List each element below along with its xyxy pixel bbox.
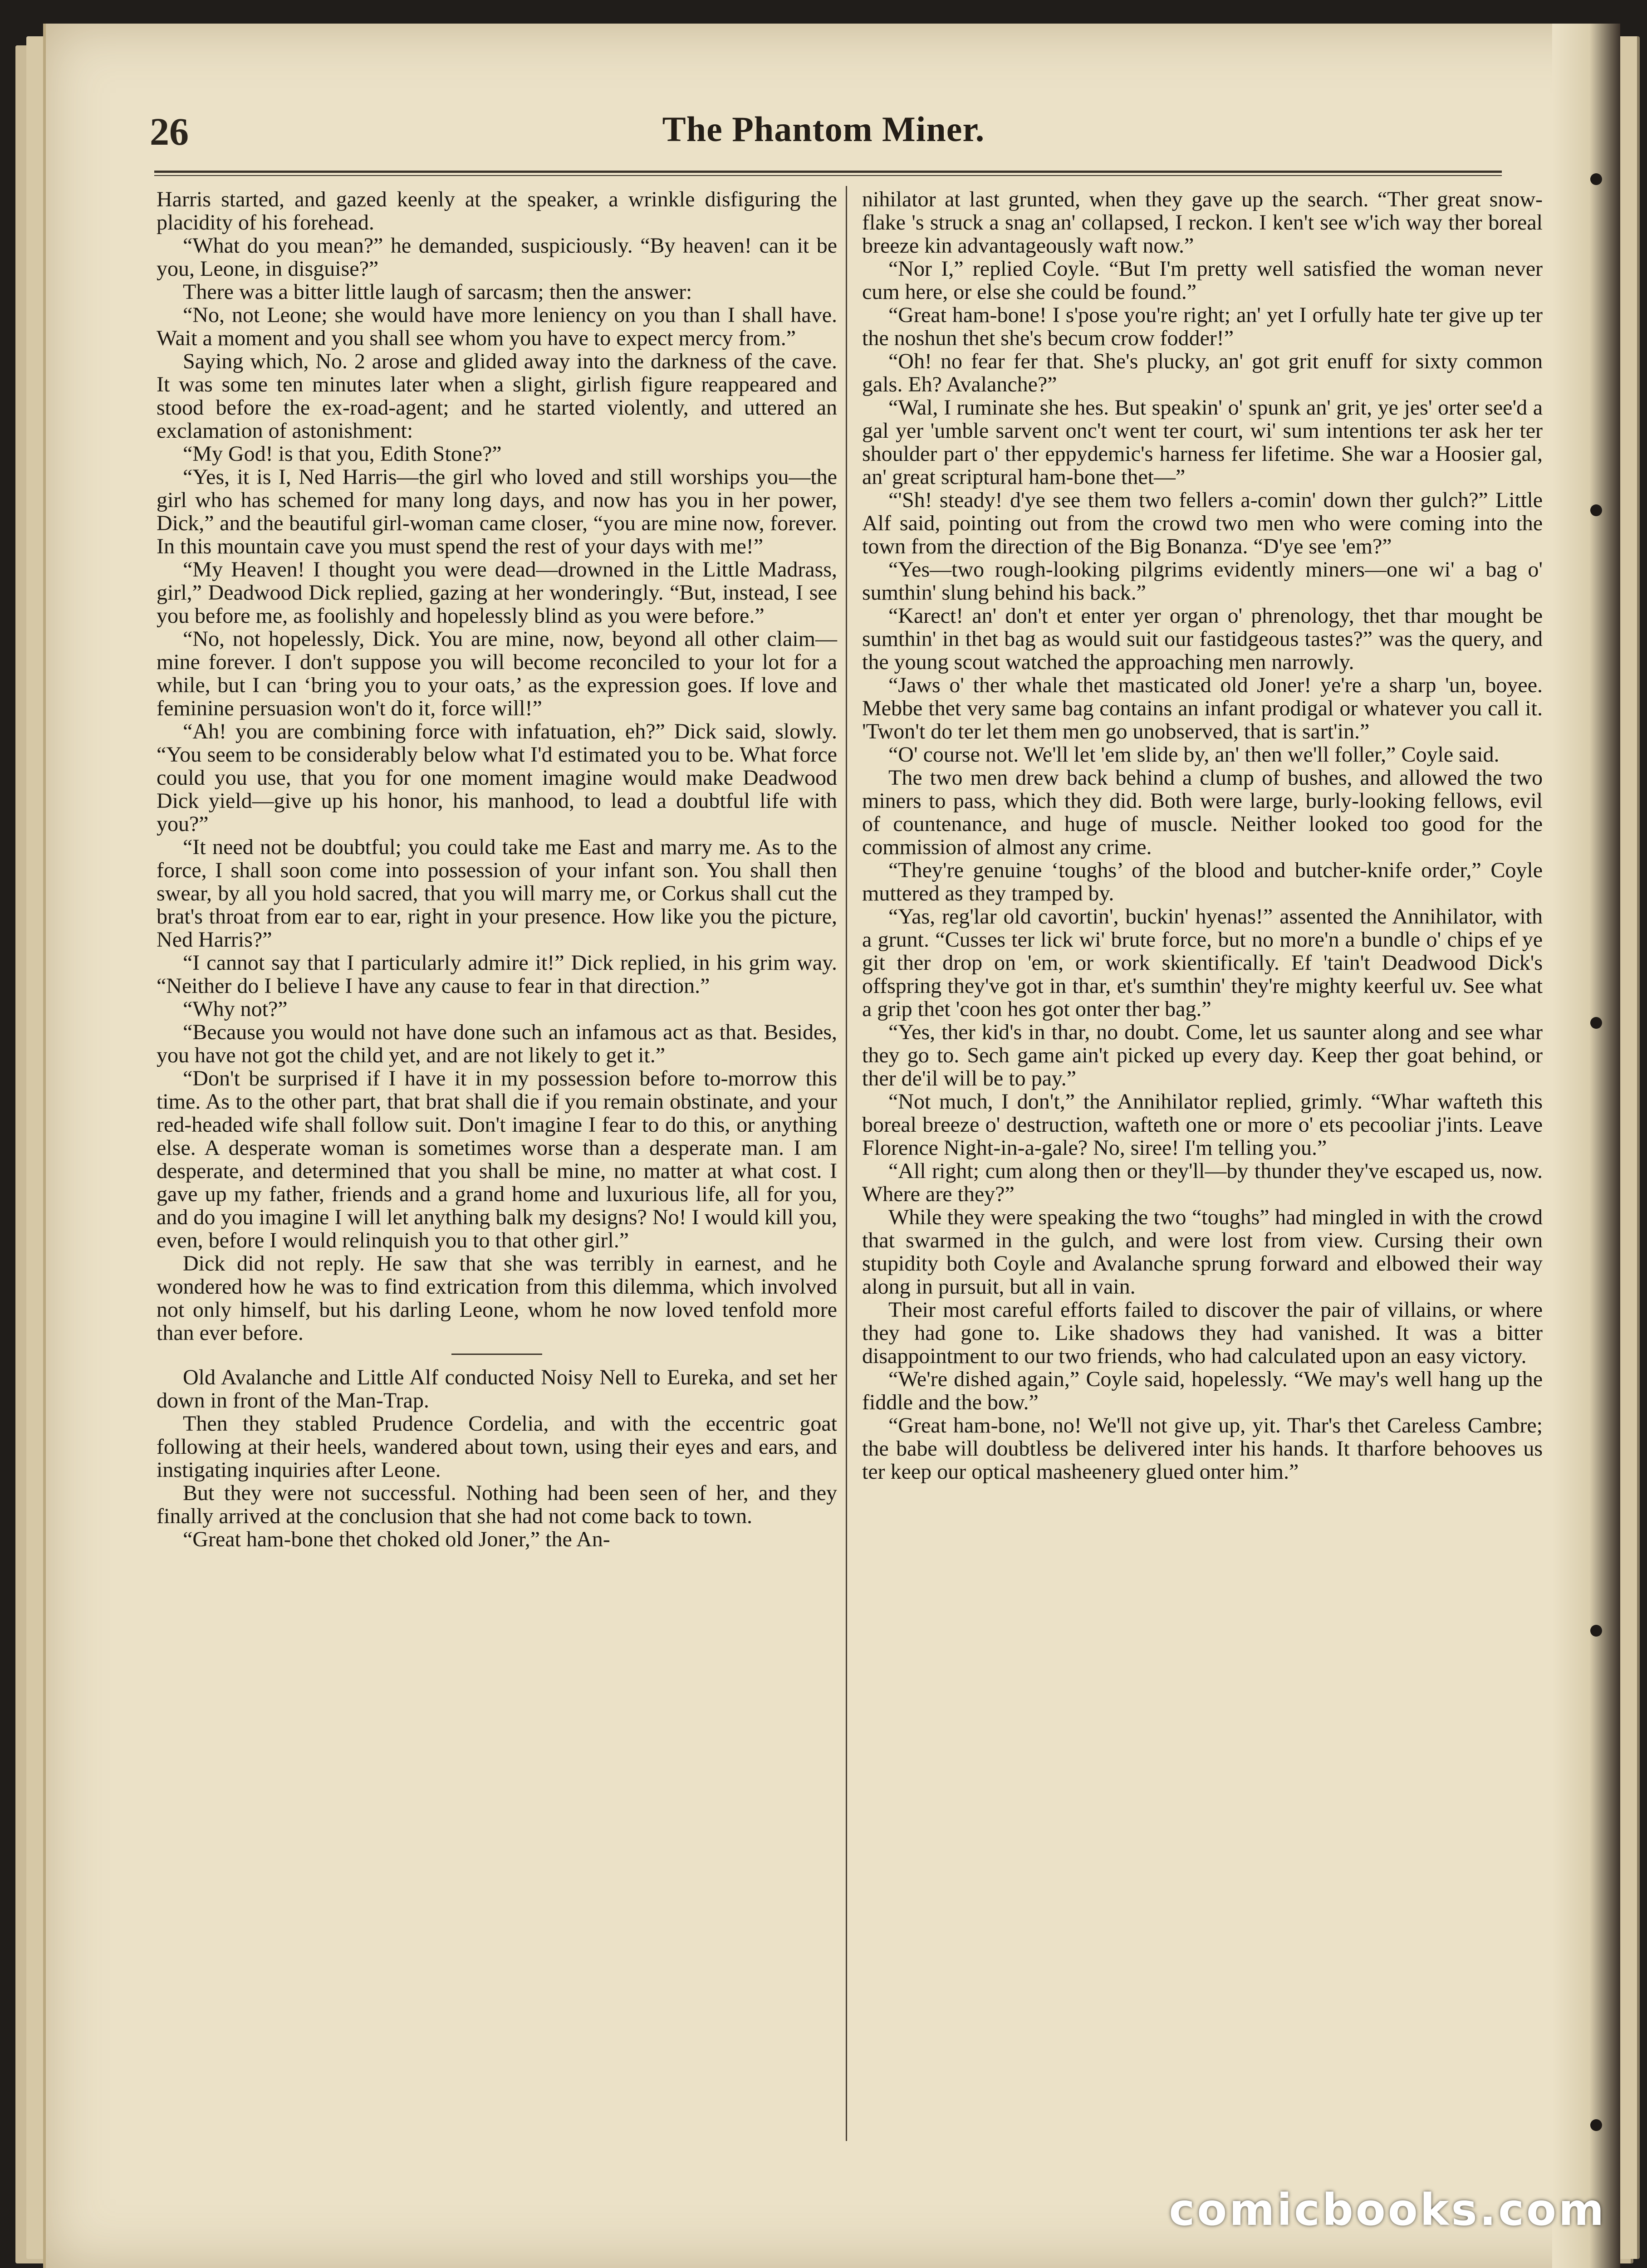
paragraph: “They're genuine ‘toughs’ of the blood and butcher-knife order,” Coyle muttered as they tramped by. [862, 858, 1543, 905]
binding-hole [1590, 1017, 1602, 1029]
paragraph: “Karect! an' don't et enter yer organ o' phrenology, thet thar mought be sumthin' in thet bag as would suit our fastidgeous tastes?” was the query, and the young scout watched the approaching men narrowly. [862, 604, 1543, 674]
header-rule [154, 171, 1502, 173]
paragraph: But they were not successful. Nothing had been seen of her, and they finally arrived at the conclusion that she had not come back to town. [157, 1481, 837, 1528]
paragraph: “Great ham-bone! I s'pose you're right; an' yet I orfully hate ter give up ter the noshun thet she's becum crow fodder!” [862, 303, 1543, 350]
binding-hole [1590, 504, 1602, 516]
paragraph: “We're dished again,” Coyle said, hopelessly. “We may's well hang up the fiddle and the bow.” [862, 1367, 1543, 1414]
paragraph: “Nor I,” replied Coyle. “But I'm pretty well satisfied the woman never cum here, or else she could be found.” [862, 257, 1543, 304]
paragraph: “'Sh! steady! d'ye see them two fellers a-comin' down ther gulch?” Little Alf said, pointing out from the crowd two men who were coming into the town from the direction of the Big Bonanza. “D'ye see 'em?” [862, 488, 1543, 558]
paragraph: nihilator at last grunted, when they gave up the search. “Ther great snow-flake 's struck a snag an' collapsed, I reckon. I ken't see w'ich way ther boreal breeze kin advantageously waft now.” [862, 187, 1543, 258]
running-header [150, 109, 1497, 163]
paragraph: Saying which, No. 2 arose and glided away into the darkness of the cave. It was some ten minutes later when a slight, girlish figure reappeared and stood before the ex-road-agent; and he started violently, and uttered an exclamation of astonishment: [157, 349, 837, 443]
paragraph: “Yes, it is I, Ned Harris—the girl who loved and still worships you—the girl who has schemed for many long days, and now has you in her power, Dick,” and the beautiful girl-woman came closer, “you are mine now, forever. In this mountain cave you must spend the rest of your days with me!” [157, 465, 837, 558]
paragraph: “Wal, I ruminate she hes. But speakin' o' spunk an' grit, ye jes' orter see'd a gal yer 'umble sarvent onc't went ter court, wi' sum intentions ter ask her ter shoulder part o' ther eppydemic's harness fer lifetime. She war a Hoosier gal, an' great scriptural ham-bone thet—” [862, 396, 1543, 489]
paragraph: “Yes, ther kid's in thar, no doubt. Come, let us saunter along and see whar they go to. Sech game ain't picked up every day. Keep ther goat behind, or ther de'il will be to pay.” [862, 1020, 1543, 1090]
paragraph: “Great ham-bone thet choked old Joner,” the An- [183, 1527, 610, 1551]
paragraph: “It need not be doubtful; you could take me East and marry me. As to the force, I shall soon come into possession of your infant son. You shall then swear, by all you hold sacred, that you will marry me, or Corkus shall cut the brat's throat from ear to ear, right in your presence. How like you the picture, Ned Harris?” [157, 835, 837, 952]
paragraph: “My God! is that you, Edith Stone?” [183, 442, 502, 466]
paragraph: “No, not Leone; she would have more leniency on you than I shall have. Wait a moment and you shall see whom you have to expect mercy from.” [157, 303, 837, 350]
paragraph: “O' course not. We'll let 'em slide by, an' then we'll foller,” Coyle said. [888, 743, 1500, 767]
binding-hole [1590, 173, 1602, 185]
paragraph: Old Avalanche and Little Alf conducted Noisy Nell to Eureka, and set her down in front of the Man-Trap. [157, 1365, 837, 1413]
paragraph: There was a bitter little laugh of sarcasm; then the answer: [183, 280, 692, 304]
paragraph: Dick did not reply. He saw that she was terribly in earnest, and he wondered how he was to find extrication from this dilemma, which involved not only himself, but his darling Leone, whom he now loved tenfold more than ever before. [157, 1251, 837, 1345]
paragraph: “Ah! you are combining force with infatuation, eh?” Dick said, slowly. “You seem to be considerably below what I'd estimated you to be. What force could you use, that you for one moment imagine would make Deadwood Dick yield—give up his honor, his manhood, to lead a doubtful life with you?” [157, 719, 837, 836]
paragraph: “Don't be surprised if I have it in my possession before to-morrow this time. As to the other part, that brat shall die if you remain obstinate, and your red-headed wife shall follow suit. Don't imagine I fear to do this, or anything else. A desperate woman is sometimes worse than a desperate man. I am desperate, and determined that you shall be mine, no matter at what cost. I gave up my father, friends and a grand home and luxurious life, all for you, and do you imagine I will let anything balk my designs? No! I would kill you, even, before I would relinquish you to that other girl.” [157, 1066, 837, 1252]
paragraph: While they were speaking the two “toughs” had mingled in with the crowd that swarmed in the gulch, and were lost from view. Cursing their own stupidity both Coyle and Avalanche sprung forward and elbowed their way along in pursuit, but all in vain. [862, 1205, 1543, 1299]
left-column [157, 188, 837, 1551]
section-break-rule [451, 1354, 542, 1355]
paragraph: “What do you mean?” he demanded, suspiciously. “By heaven! can it be you, Leone, in disguise?” [157, 234, 837, 281]
paragraph: “Great ham-bone, no! We'll not give up, yit. Thar's thet Careless Cambre; the babe will doubtless be delivered inter his hands. It tharfore behooves us ter keep our optical masheenery glued onter him.” [862, 1413, 1543, 1484]
page-number: 26 [150, 110, 189, 153]
paragraph: “Jaws o' ther whale thet masticated old Joner! ye're a sharp 'un, boyee. Mebbe thet very same bag contains an infant prodigal or whatever you call it. 'Twon't do ter let them men go unobserved, that is sart'in.” [862, 673, 1543, 743]
page-gutter-edge [1552, 24, 1620, 2268]
running-title: The Phantom Miner. [662, 109, 985, 149]
paragraph: “No, not hopelessly, Dick. You are mine, now, beyond all other claim—mine forever. I don't suppose you will become reconciled to your lot for a while, but I can ‘bring you to your oats,’ as the expression goes. If love and feminine persuasion won't do it, force will!” [157, 627, 837, 720]
paragraph: “Why not?” [183, 997, 288, 1021]
paragraph: “Yes—two rough-looking pilgrims evidently miners—one wi' a bag o' sumthin' slung behind his back.” [862, 557, 1543, 605]
right-column [862, 188, 1543, 1483]
binding-hole [1590, 2119, 1602, 2131]
paragraph: Harris started, and gazed keenly at the speaker, a wrinkle disfiguring the placidity of his forehead. [157, 187, 837, 235]
paragraph: “Because you would not have done such an infamous act as that. Besides, you have not got the child yet, and are not likely to get it.” [157, 1020, 837, 1067]
paragraph: Then they stabled Prudence Cordelia, and with the eccentric goat following at their heels, wandered about town, using their eyes and ears, and instigating inquiries after Leone. [157, 1412, 837, 1482]
paragraph: “I cannot say that I particularly admire it!” Dick replied, in his grim way. “Neither do I believe I have any cause to fear in that direction.” [157, 951, 837, 998]
paragraph: The two men drew back behind a clump of bushes, and allowed the two miners to pass, which they did. Both were large, burly-looking fellows, evil of countenance, and huge of muscle. Neither looked too good for the commission of almost any crime. [862, 766, 1543, 859]
paragraph: “Yas, reg'lar old cavortin', buckin' hyenas!” assented the Annihilator, with a grunt. “Cusses ter lick wi' brute force, but no more'n a bundle o' chips ef ye git ther drop on 'em, or work skientifically. Ef 'tain't Deadwood Dick's offspring they've got in thar, et's sumthin' they're mighty keerful uv. See what a grip thet 'coon hes got onter ther bag.” [862, 904, 1543, 1021]
paragraph: “Oh! no fear fer that. She's plucky, an' got grit enuff for sixty common gals. Eh? Avalanche?” [862, 349, 1543, 396]
paragraph: “All right; cum along then or they'll—by thunder they've escaped us, now. Where are they?” [862, 1159, 1543, 1206]
column-divider [846, 186, 847, 2141]
header-rule-thin [154, 175, 1502, 176]
paragraph: “Not much, I don't,” the Annihilator replied, grimly. “Whar wafteth this boreal breeze o' destruction, wafteth one or more o' ets pecooliar j'ints. Leave Florence Night-in-a-gale? No, siree! I'm telling you.” [862, 1090, 1543, 1160]
watermark-logo: comicbooks.com [1169, 2185, 1606, 2235]
binding-hole [1590, 1625, 1602, 1637]
paragraph: Their most careful efforts failed to discover the pair of villains, or where they had gone to. Like shadows they had vanished. It was a bitter disappointment to our two friends, who had calculated upon an easy victory. [862, 1298, 1543, 1368]
paragraph: “My Heaven! I thought you were dead—drowned in the Little Madrass, girl,” Deadwood Dick replied, gazing at her wonderingly. “But, instead, I see you before me, as foolishly and hopelessly blind as you were before.” [157, 557, 837, 628]
